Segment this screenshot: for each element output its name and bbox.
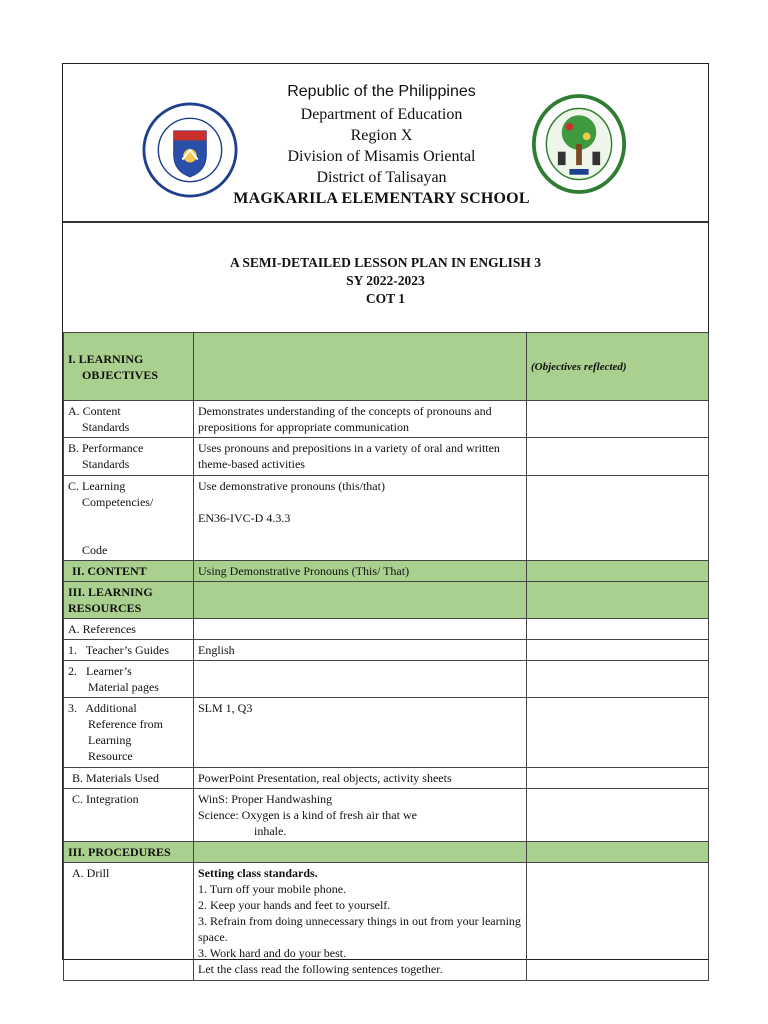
objectives-label: I. LEARNING OBJECTIVES	[64, 333, 194, 401]
content-text: Using Demonstrative Pronouns (This/ That)	[194, 561, 527, 582]
materials-used-note	[527, 768, 709, 789]
teachers-guides-label: 1. Teacher’s Guides	[64, 640, 194, 661]
table-row	[64, 561, 709, 582]
competencies-label: C. Learning Competencies/ Code	[64, 476, 194, 561]
list-item: 3. Refrain from doing unnecessary things in out from your learning space.	[198, 914, 521, 944]
table-row	[64, 619, 709, 640]
teachers-guides-note	[527, 640, 709, 661]
table-row	[64, 661, 709, 698]
plan-title-line3: COT 1	[365, 291, 406, 306]
learners-material-note	[527, 661, 709, 698]
integration-text: WinS: Proper Handwashing Science: Oxygen is a kind of fresh air that we inhale.	[194, 789, 527, 842]
materials-used-text: PowerPoint Presentation, real objects, activity sheets	[194, 768, 527, 789]
table-row	[64, 401, 709, 438]
plan-title-line2: SY 2022-2023	[346, 273, 425, 288]
table-row	[64, 789, 709, 842]
table-row	[64, 438, 709, 476]
plan-title	[63, 254, 708, 308]
list-item: 2. Keep your hands and feet to yourself.	[198, 898, 391, 912]
header-divider	[63, 221, 708, 223]
content-label: II. CONTENT	[64, 561, 194, 582]
learners-material-text	[194, 661, 527, 698]
objectives-note: (Objectives reflected)	[527, 333, 709, 401]
competencies-note	[527, 476, 709, 561]
resources-cell	[194, 582, 527, 619]
table-row	[64, 333, 709, 401]
drill-text	[194, 863, 527, 981]
list-item: 1. Turn off your mobile phone.	[198, 882, 347, 896]
resources-note	[527, 582, 709, 619]
performance-standards-label: B. Performance Standards	[64, 438, 194, 476]
content-note	[527, 561, 709, 582]
table-row	[64, 582, 709, 619]
drill-heading: Setting class standards.	[198, 866, 318, 880]
additional-reference-label: 3. Additional Reference from Learning Resource	[64, 698, 194, 768]
content-standards-label: A. Content Standards	[64, 401, 194, 438]
content-standards-note	[527, 401, 709, 438]
additional-reference-text: SLM 1, Q3	[194, 698, 527, 768]
teachers-guides-text: English	[194, 640, 527, 661]
performance-standards-text: Uses pronouns and prepositions in a variety of oral and written theme-based activities	[194, 438, 527, 476]
table-row	[64, 640, 709, 661]
lesson-plan-page	[62, 63, 709, 976]
content-standards-text: Demonstrates understanding of the concepts of pronouns and prepositions for appropriate communication	[194, 401, 527, 438]
procedures-label: III. PROCEDURES	[64, 842, 194, 863]
table-row	[64, 476, 709, 561]
region-line: Region X	[350, 127, 413, 144]
procedures-cell	[194, 842, 527, 863]
integration-note	[527, 789, 709, 842]
materials-used-label: B. Materials Used	[64, 768, 194, 789]
performance-standards-note	[527, 438, 709, 476]
table-row	[64, 863, 709, 981]
objectives-cell	[194, 333, 527, 401]
references-label: A. References	[64, 619, 194, 640]
header	[63, 64, 708, 221]
district-line: District of Talisayan	[316, 169, 447, 186]
table-row	[64, 698, 709, 768]
table-row	[64, 768, 709, 789]
lesson-plan-table	[63, 332, 709, 981]
division-line: Division of Misamis Oriental	[287, 148, 476, 165]
drill-label: A. Drill	[64, 863, 194, 981]
drill-note	[527, 863, 709, 981]
plan-title-line1: A SEMI-DETAILED LESSON PLAN IN ENGLISH 3	[229, 255, 542, 270]
references-cell	[194, 619, 527, 640]
list-item: Let the class read the following sentences together.	[198, 962, 443, 976]
additional-reference-note	[527, 698, 709, 768]
list-item: 3. Work hard and do your best.	[198, 946, 347, 960]
integration-label: C. Integration	[64, 789, 194, 842]
table-row	[64, 842, 709, 863]
learners-material-label: 2. Learner’s Material pages	[64, 661, 194, 698]
school-name: MAGKARILA ELEMENTARY SCHOOL	[233, 190, 530, 207]
department-line: Department of Education	[300, 106, 463, 123]
competencies-text: Use demonstrative pronouns (this/that) EN36-IVC-D 4.3.3	[194, 476, 527, 561]
republic-line: Republic of the Philippines	[287, 83, 476, 100]
references-note	[527, 619, 709, 640]
procedures-note	[527, 842, 709, 863]
resources-label: III. LEARNING RESOURCES	[64, 582, 194, 619]
